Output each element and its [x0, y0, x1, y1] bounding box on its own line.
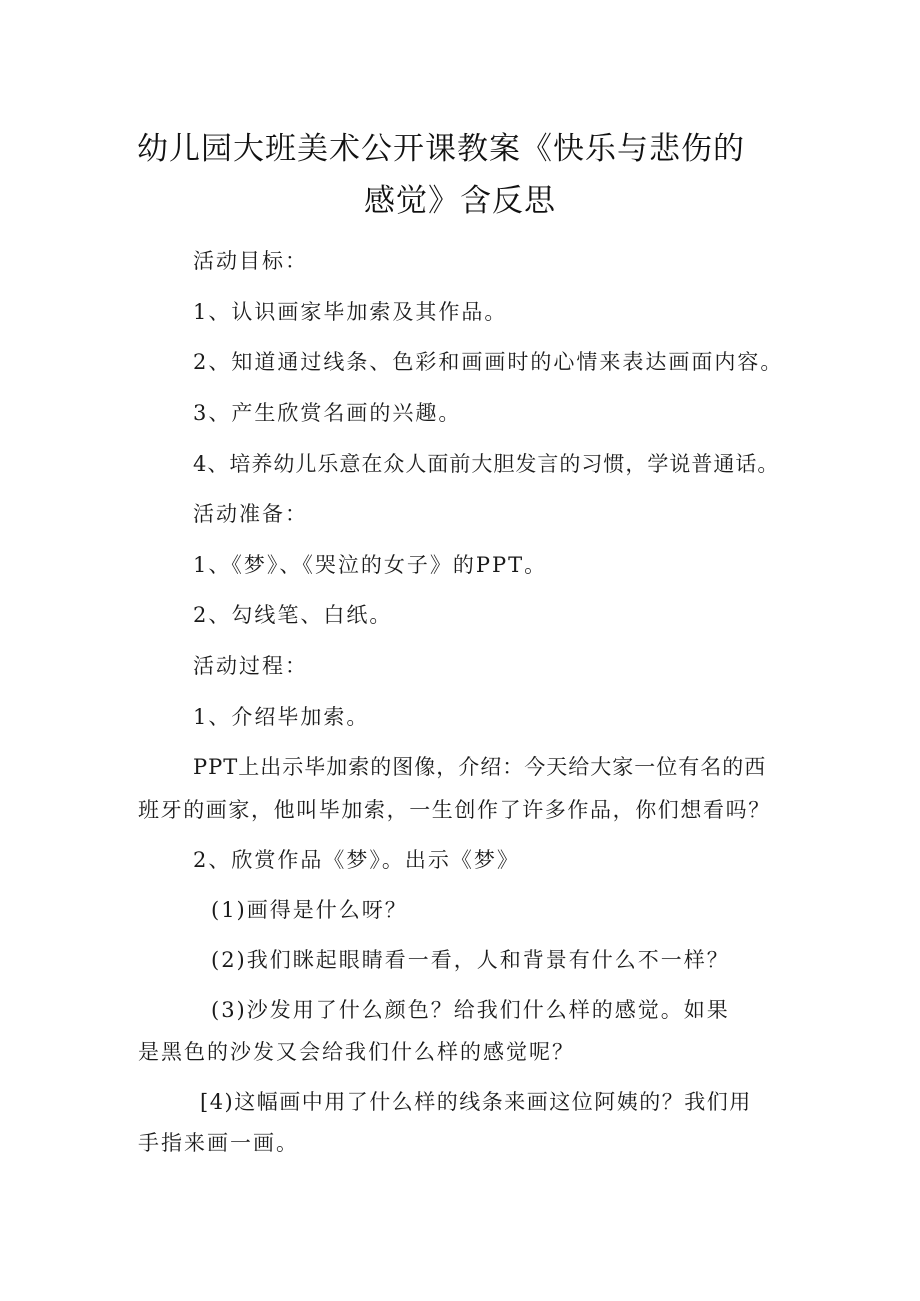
goal-item-3: 3、产生欣赏名画的兴趣。 — [193, 401, 462, 425]
goal-item-2: 2、知道通过线条、色彩和画画时的心情来表达画面内容。 — [193, 350, 784, 374]
document-title-line-1: 幼儿园大班美术公开课教案《快乐与悲伤的 — [137, 131, 745, 167]
prep-item-2: 2、勾线笔、白纸。 — [193, 603, 393, 627]
process-paragraph-line-2: 班牙的画家，他叫毕加索，一生创作了许多作品，你们想看吗？ — [138, 798, 771, 822]
process-paragraph-line-1: PPT上出示毕加索的图像，介绍：今天给大家一位有名的西 — [193, 755, 767, 779]
goal-item-4: 4、培养幼儿乐意在众人面前大胆发言的习惯，学说普通话。 — [193, 452, 780, 476]
question-3-line-2: 是黑色的沙发又会给我们什么样的感觉呢？ — [138, 1040, 575, 1064]
section-heading-process: 活动过程： — [193, 654, 308, 678]
question-4-line-2: 手指来画一画。 — [138, 1131, 299, 1155]
question-1: (1)画得是什么呀？ — [211, 898, 408, 922]
question-2: (2)我们眯起眼睛看一看，人和背景有什么不一样？ — [211, 948, 730, 972]
prep-item-1: 1、《梦》、《哭泣的女子》的PPT。 — [193, 553, 548, 577]
document-title-line-2: 感觉》含反思 — [364, 183, 556, 219]
process-step-1: 1、介绍毕加索。 — [193, 705, 370, 729]
process-step-2: 2、欣赏作品《梦》。出示《梦》 — [193, 848, 520, 872]
section-heading-preparation: 活动准备： — [193, 502, 308, 526]
question-4-line-1: [4)这幅画中用了什么样的线条来画这位阿姨的？我们用 — [200, 1090, 752, 1114]
section-heading-goals: 活动目标： — [193, 249, 308, 273]
goal-item-1: 1、认识画家毕加索及其作品。 — [193, 300, 508, 324]
question-3-line-1: (3)沙发用了什么颜色？给我们什么样的感觉。如果 — [211, 998, 730, 1022]
